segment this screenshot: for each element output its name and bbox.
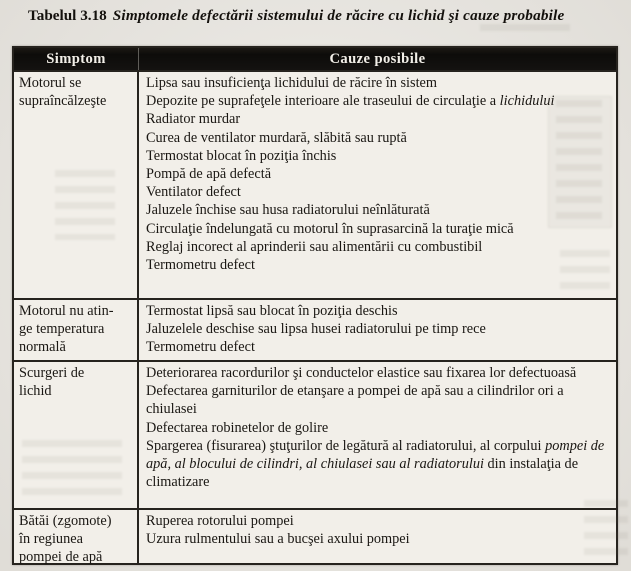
- symptom-line: ge temperatura: [19, 321, 105, 338]
- symptom-cell: [14, 72, 139, 298]
- column-header-symptom: Simptom: [14, 48, 139, 70]
- symptom-line: lichid: [19, 383, 52, 400]
- cause-item: [146, 437, 614, 492]
- cause-item: Curea de ventilator murdară, slăbită sau ruptă: [146, 129, 407, 146]
- symptom-line: pompei de apă: [19, 549, 103, 565]
- cause-item: Termostat blocat în poziţia închis: [146, 147, 337, 164]
- cause-item: Reglaj incorect al aprinderii sau alimentării cu combustibil: [146, 238, 483, 255]
- column-header-causes: Cauze posibile: [329, 50, 426, 67]
- table-row: [14, 70, 616, 298]
- cause-text: Spargerea (fisurarea) ştuţurilor de legătură al radiatorului, al corpului: [146, 437, 546, 454]
- cause-item: Pompă de apă defectă: [146, 166, 272, 183]
- cause-item: Jaluzelele deschise sau lipsa husei radiatorului pe timp rece: [146, 321, 486, 338]
- symptom-line: Scurgeri de: [19, 365, 85, 381]
- cause-item: Circulaţie îndelungată cu motorul în suprasarcină la turaţie mică: [146, 220, 514, 237]
- table-caption: [28, 7, 613, 25]
- symptom-cell: [14, 362, 139, 508]
- cause-item: Deteriorarea racordurilor şi conductelor elastice sau fixarea lor defectuoasă: [146, 365, 577, 381]
- symptom-line: supraîncălzeşte: [19, 93, 107, 110]
- cause-item: Termostat lipsă sau blocat în poziţia deschis: [146, 303, 398, 319]
- symptom-line: Motorul nu atin-: [19, 303, 114, 319]
- cause-item: Jaluzele închise sau husa radiatorului neînlăturată: [146, 202, 430, 219]
- symptom-line: Bătăi (zgomote): [19, 513, 112, 529]
- cause-text-italic: lichidului: [499, 93, 555, 110]
- cause-item: Uzura rulmentului sau a bucşei axului pompei: [146, 531, 410, 548]
- causes-cell: [139, 72, 616, 298]
- symptom-cell: [14, 510, 139, 565]
- bleed-through-artifact: [480, 24, 570, 40]
- cause-item: Termometru defect: [146, 257, 255, 274]
- cause-text: Depozite pe suprafeţele interioare ale traseului de circulaţie a: [146, 93, 500, 110]
- cause-item: Radiator murdar: [146, 111, 241, 128]
- cause-item: Ruperea rotorului pompei: [146, 513, 294, 529]
- cause-item: Lipsa sau insuficienţa lichidului de răcire în sistem: [146, 75, 438, 91]
- symptom-cause-table: [12, 46, 618, 565]
- symptom-cell: [14, 300, 139, 360]
- table-row: [14, 360, 616, 508]
- cause-item: Ventilator defect: [146, 184, 241, 201]
- cause-item: Defectarea robinetelor de golire: [146, 419, 329, 436]
- cause-text-italic: pompei de apă, al blocului de cilindri, al chiulasei sau al radiatorului: [146, 437, 605, 473]
- causes-cell: [139, 362, 616, 508]
- table-row: [14, 508, 616, 565]
- table-row: [14, 298, 616, 360]
- symptom-line: în regiunea: [19, 531, 83, 548]
- table-header-row: [14, 48, 616, 70]
- cause-item: [146, 92, 614, 110]
- causes-cell: [139, 300, 616, 360]
- symptom-line: Motorul se: [19, 75, 82, 91]
- cause-item: Defectarea garniturilor de etanşare a pompei de apă sau a cilindrilor ori a chiulasei: [146, 383, 564, 418]
- table-caption-number: Tabelul 3.18: [28, 7, 107, 24]
- causes-cell: [139, 510, 616, 565]
- cause-text: din instalaţia de climatizare: [146, 456, 579, 491]
- cause-item: Termometru defect: [146, 339, 255, 356]
- table-caption-title: Simptomele defectării sistemului de răcire cu lichid şi cauze probabile: [112, 7, 565, 24]
- symptom-line: normală: [19, 339, 66, 356]
